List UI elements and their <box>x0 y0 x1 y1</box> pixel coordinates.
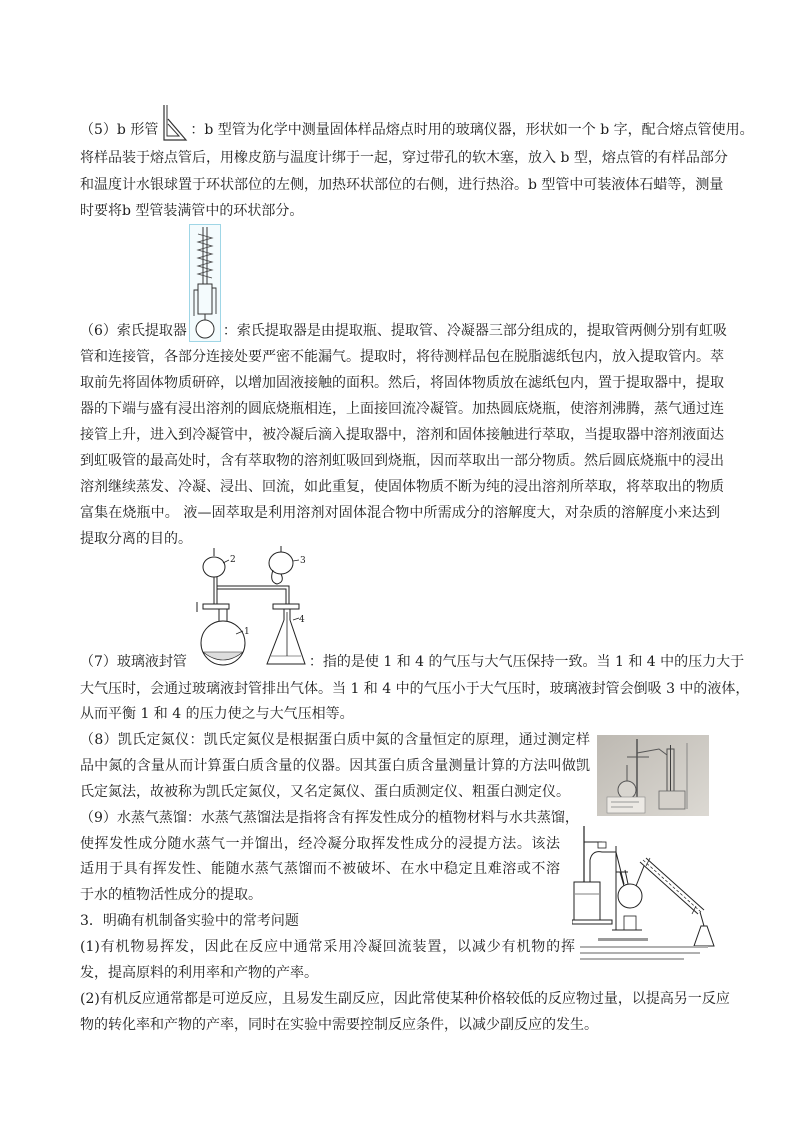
steam-distillation-figure <box>572 822 722 964</box>
b-tube-figure <box>158 121 190 139</box>
item-6-title: （6）索氏提取器 <box>80 323 187 339</box>
item-5-text: ：b 型管为化学中测量固体样品熔点时用的玻璃仪器，形状如一个 b 字，配合熔点管使用。 <box>190 122 754 138</box>
paragraph-6-line-3: 取前先将固体物质研碎，以增加固液接触的面积。然后，将固体物质放在滤纸包内，置于提取器中，提取 <box>80 375 724 391</box>
paragraph-6-line-2: 管和连接管，各部分连接处要严密不能漏气。提取时，将待测样品包在脱脂滤纸包内，放入提取管内。萃 <box>80 349 724 365</box>
kjeldahl-apparatus-photo <box>597 735 709 816</box>
paragraph-5-line-1 <box>80 121 754 139</box>
item-1-line-2: 发，提高原料的利用率和产物的产率。 <box>80 965 318 981</box>
paragraph-7-line-1 <box>80 555 745 671</box>
item-5-title: （5）b 形管 <box>80 122 159 138</box>
item-6-text: ：索氏提取器是由提取瓶、提取管、冷凝器三部分组成的，提取管两侧分别有虹吸 <box>222 323 727 339</box>
paragraph-6-line-1 <box>80 322 727 340</box>
paragraph-5-line-3: 和温度计水银球置于环状部位的左侧，加热环状部位的右侧，进行热浴。b 型管中可装液体石蜡等，测量 <box>80 177 724 193</box>
paragraph-6-line-8: 富集在烧瓶中。 液—固萃取是利用溶剂对固体混合物中所需成分的溶解度大，对杂质的溶解度小来达到 <box>80 505 720 521</box>
paragraph-8-line-1: （8）凯氏定氮仪：凯氏定氮仪是根据蛋白质中氮的含量恒定的原理，通过测定样 <box>80 732 590 748</box>
soxhlet-extractor-figure <box>187 322 223 340</box>
paragraph-6-line-4: 器的下端与盛有浸出溶剂的圆底烧瓶相连，上面接回流冷凝管。加热圆底烧瓶，使溶剂沸腾，蒸气通过连 <box>80 401 724 417</box>
paragraph-9-line-4: 于水的植物活性成分的提取。 <box>80 887 262 903</box>
paragraph-9-line-2: 使挥发性成分随水蒸气一并馏出，经冷凝分取挥发性成分的浸提方法。该法 <box>80 836 560 852</box>
paragraph-9-line-3: 适用于具有挥发性、能随水蒸气蒸馏而不被破坏、在水中稳定且难溶或不溶 <box>80 861 560 877</box>
paragraph-6-line-7: 溶剂继续蒸发、冷凝、浸出、回流，如此重复，使固体物质不断为纯的浸出溶剂所萃取，将萃取出的物质 <box>80 479 724 495</box>
paragraph-9-line-1: （9）水蒸气蒸馏：水蒸气蒸馏法是指将含有挥发性成分的植物材料与水共蒸馏， <box>80 810 579 826</box>
paragraph-8-line-2: 品中氮的含量从而计算蛋白质含量的仪器。因其蛋白质含量测量计算的方法叫做凯 <box>80 758 590 774</box>
paragraph-6-line-6: 到虹吸管的最高处时，含有萃取物的溶剂虹吸回到烧瓶，因而萃取出一部分物质。然后圆底烧瓶中的浸出 <box>80 453 724 469</box>
item-2-line-2: 物的转化率和产物的产率，同时在实验中需要控制反应条件，以减少副反应的发生。 <box>80 1017 598 1033</box>
paragraph-5-line-2: 将样品装于熔点管后，用橡皮筋与温度计绑于一起，穿过带孔的软木塞，放入 b 型，熔点管的有样品部分 <box>80 150 728 166</box>
label-3: 3 <box>299 556 306 566</box>
item-7-text: ：指的是使 1 和 4 的气压与大气压保持一致。当 1 和 4 中的压力大于 <box>308 654 745 670</box>
paragraph-6-line-9: 提取分离的目的。 <box>80 531 192 547</box>
label-4: 4 <box>298 615 305 625</box>
item-7-title: （7）玻璃液封管 <box>80 654 187 670</box>
paragraph-7-line-2: 大气压时，会通过玻璃液封管排出气体。当 1 和 4 中的气压小于大气压时，玻璃液封管会倒吸 3 中的液体， <box>80 681 750 697</box>
item-2-line-1: (2)有机反应通常都是可逆反应，且易发生副反应，因此常使某种价格较低的反应物过量，以提高另一反应 <box>80 991 730 1007</box>
section-3-heading: 3．明确有机制备实验中的常考问题 <box>80 913 299 929</box>
label-2: 2 <box>229 555 236 565</box>
paragraph-8-line-3: 氏定氮法，故被称为凯氏定氮仪，又名定氮仪、蛋白质测定仪、粗蛋白测定仪。 <box>80 784 570 800</box>
paragraph-7-line-3: 从而平衡 1 和 4 的压力使之与大气压相等。 <box>80 706 354 722</box>
label-1: 1 <box>243 627 250 637</box>
glass-liquid-seal-figure <box>187 555 309 671</box>
paragraph-5-line-4: 时要将b 型管装满管中的环状部分。 <box>80 203 304 219</box>
paragraph-6-line-5: 接管上升，进入到冷凝管中，被冷凝后滴入提取器中，溶剂和固体接触进行萃取，当提取器中溶剂液面达 <box>80 427 724 443</box>
item-1-line-1: (1)有机物易挥发，因此在反应中通常采用冷凝回流装置，以减少有机物的挥 <box>80 939 575 955</box>
